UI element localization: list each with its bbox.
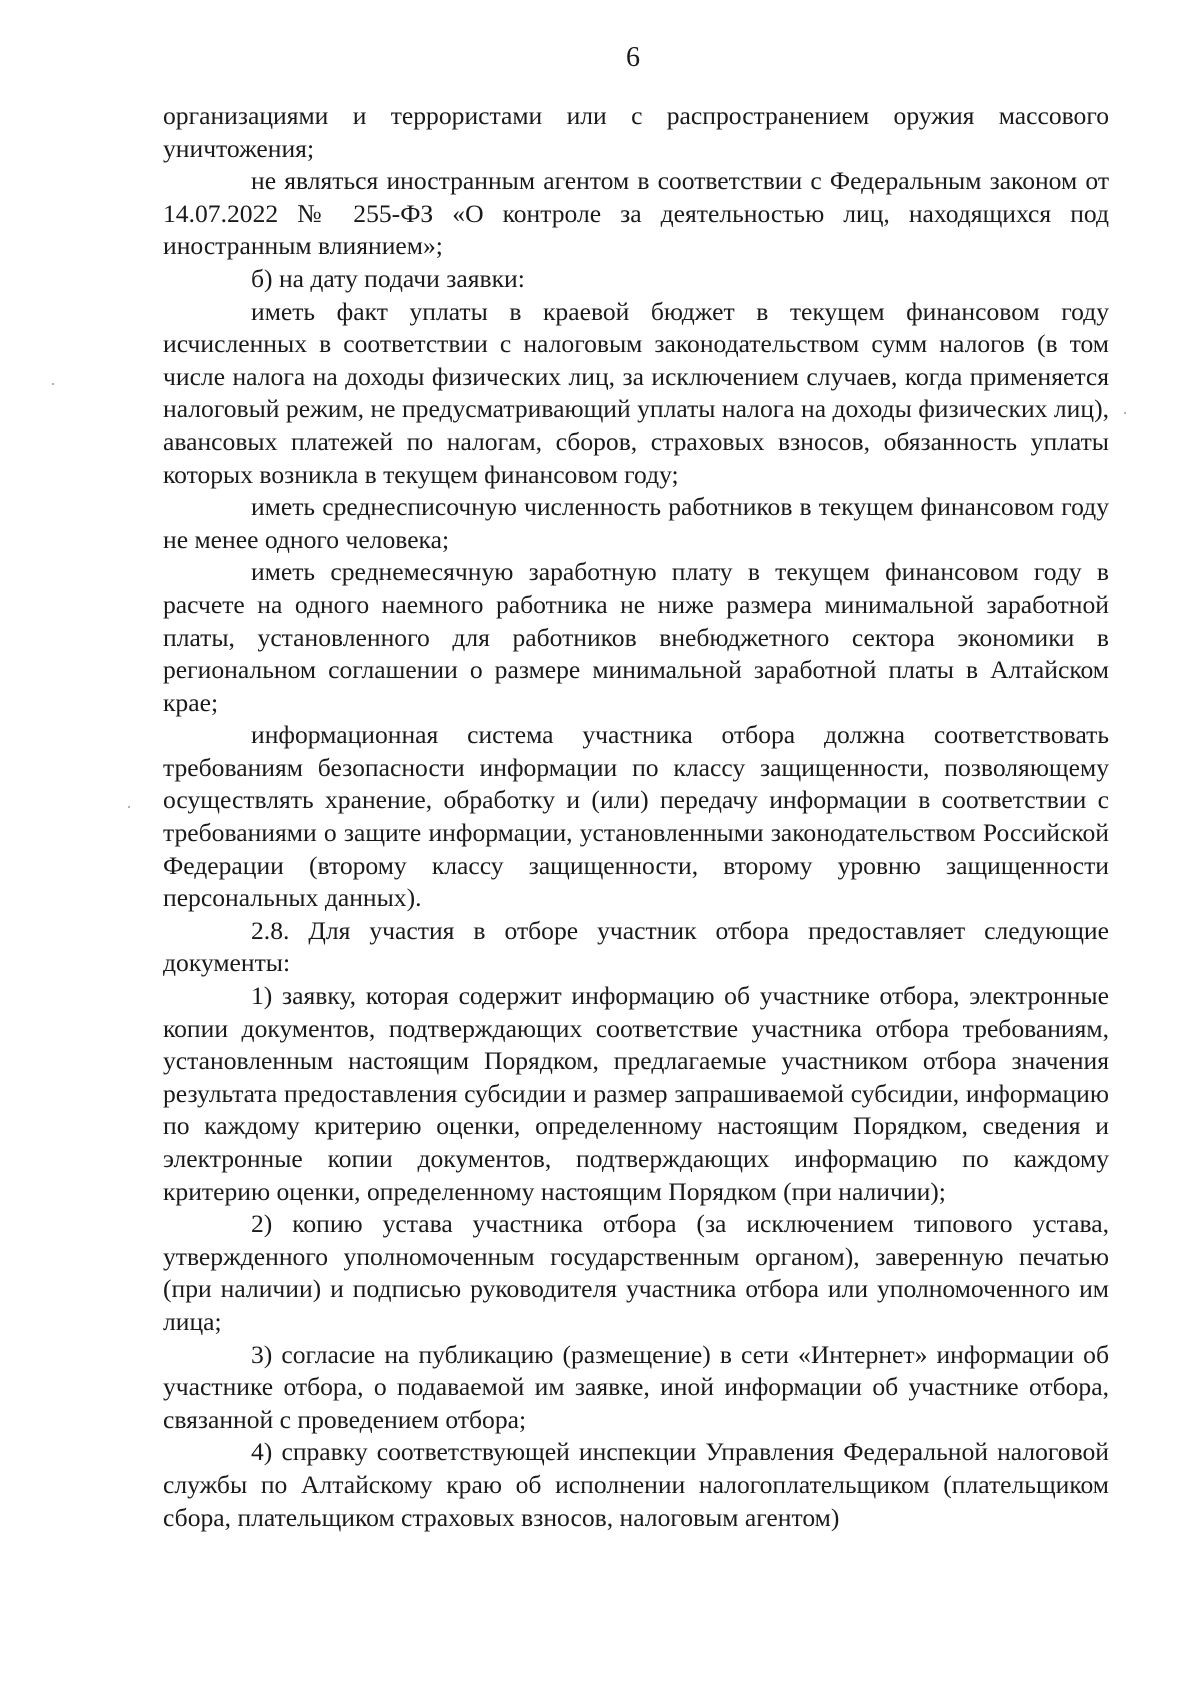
paragraph: 4) справку соответствующей инспекции Управления Федеральной налоговой службы по Алтайскому краю об исполнении налогоплательщиком (плательщиком сбора, плательщиком страховых взносов, налоговым агентом) xyxy=(163,1437,1109,1532)
document-body xyxy=(163,100,1109,1534)
page-number: 6 xyxy=(626,42,640,73)
paragraph: 2.8. Для участия в отборе участник отбора предоставляет следующие документы: xyxy=(163,915,1109,978)
paragraph: информационная система участника отбора должна соответствовать требованиям безопасности информации по классу защищенности, позволяющему осуществлять хранение, обработку и (или) передачу информации в соответствии с требованиями о защите информации, установленными законодательством Российской Федерации (второму классу защищенности, второму уровню защищенности персональных данных). xyxy=(163,720,1109,913)
paragraph: не являться иностранным агентом в соответствии с Федеральным законом от 14.07.2022 № 255-ФЗ «О контроле за деятельностью лиц, находящихся под иностранным влиянием»; xyxy=(163,166,1109,261)
paragraph: 3) согласие на публикацию (размещение) в сети «Интернет» информации об участнике отбора, о подаваемой им заявке, иной информации об участнике отбора, связанной с проведением отбора; xyxy=(163,1339,1109,1434)
paragraph: 1) заявку, которая содержит информацию об участнике отбора, электронные копии документов, подтверждающих соответствие участника отбора требованиям, установленным настоящим Порядком, предлагаемые участником отбора значения результата предоставления субсидии и размер запрашиваемой субсидии, информацию по каждому критерию оценки, определенному настоящим Порядком, сведения и электронные копии документов, подтверждающих информацию по каждому критерию оценки, определенному настоящим Порядком (при наличии); xyxy=(163,981,1109,1206)
scan-speck xyxy=(128,806,130,808)
paragraph: б) на дату подачи заявки: xyxy=(251,263,525,293)
paragraph: иметь среднемесячную заработную плату в текущем финансовом году в расчете на одного наемного работника не ниже размера минимальной заработной платы, установленного для работников внебюджетного сектора экономики в региональном соглашении о размере минимальной заработной платы в Алтайском крае; xyxy=(163,557,1109,717)
scan-speck xyxy=(1124,412,1126,414)
paragraph: иметь факт уплаты в краевой бюджет в текущем финансовом году исчисленных в соответствии с налоговым законодательством сумм налогов (в том числе налога на доходы физических лиц, за исключением случаев, когда применяется налоговый режим, не предусматривающий уплаты налога на доходы физических лиц), авансовых платежей по налогам, сборов, страховых взносов, обязанность уплаты которых возникла в текущем финансовом году; xyxy=(163,296,1109,489)
paragraph: иметь среднесписочную численность работников в текущем финансовом году не менее одного человека; xyxy=(163,492,1109,554)
paragraph: организациями и террористами или с распространением оружия массового уничтожения; xyxy=(163,101,1109,163)
scan-speck xyxy=(52,383,54,385)
paragraph: 2) копию устава участника отбора (за исключением типового устава, утвержденного уполномоченным государственным органом), заверенную печатью (при наличии) и подписью руководителя участника отбора или уполномоченного им лица; xyxy=(163,1209,1109,1336)
